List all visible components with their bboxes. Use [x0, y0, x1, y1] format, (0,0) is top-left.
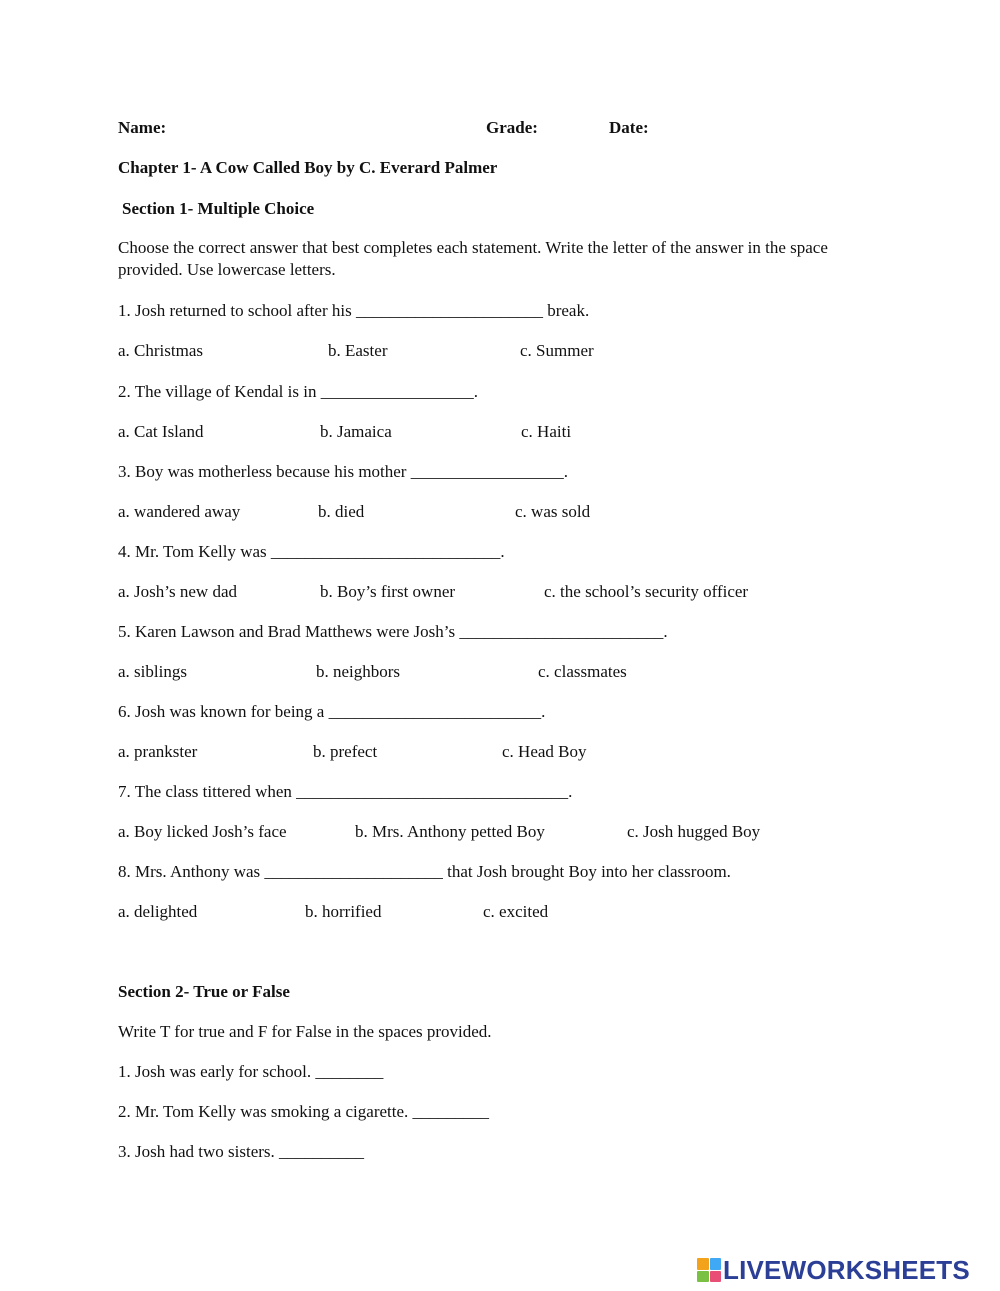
question-text: 7. The class tittered when ________________________________. [118, 782, 573, 801]
option-a: a. Christmas [118, 341, 203, 360]
liveworksheets-logo [697, 1255, 970, 1285]
option-c: c. was sold [515, 502, 591, 521]
section2-title: Section 2- True or False [118, 982, 290, 1001]
option-c: c. Summer [520, 341, 594, 360]
question-text: 2. The village of Kendal is in __________________. [118, 382, 478, 401]
option-b: b. prefect [313, 742, 378, 761]
option-b: b. died [318, 502, 365, 521]
grade-label: Grade: [486, 118, 538, 137]
option-c: c. Head Boy [502, 742, 587, 761]
section1-instructions: Choose the correct answer that best completes each statement. Write the letter of the answer in the space provided. Use lowercase letters. [118, 238, 828, 279]
option-b: b. neighbors [316, 662, 401, 681]
liveworksheets-logo-icon [697, 1258, 721, 1282]
option-b: b. Jamaica [320, 422, 392, 441]
option-a: a. Josh’s new dad [118, 582, 237, 601]
option-b: b. horrified [305, 902, 382, 921]
question-text: 8. Mrs. Anthony was _____________________ that Josh brought Boy into her classroom. [118, 862, 731, 881]
option-a: a. prankster [118, 742, 198, 761]
option-b: b. Boy’s first owner [320, 582, 456, 601]
section2-instructions: Write T for true and F for False in the spaces provided. [118, 1022, 492, 1041]
section1-title: Section 1- Multiple Choice [122, 199, 315, 218]
option-b: b. Easter [328, 341, 388, 360]
tf-question-1: 1. Josh was early for school. ________ [118, 1062, 384, 1081]
name-label: Name: [118, 118, 167, 137]
option-a: a. delighted [118, 902, 198, 921]
chapter-title: Chapter 1- A Cow Called Boy by C. Everard Palmer [118, 158, 498, 177]
question-text: 6. Josh was known for being a _________________________. [118, 702, 546, 721]
date-label: Date: [609, 118, 649, 137]
option-a: a. Cat Island [118, 422, 204, 441]
option-a: a. siblings [118, 662, 187, 681]
question-text: 4. Mr. Tom Kelly was ___________________________. [118, 542, 505, 561]
option-c: c. excited [483, 902, 549, 921]
tf-question-2: 2. Mr. Tom Kelly was smoking a cigarette. _________ [118, 1102, 490, 1121]
option-c: c. the school’s security officer [544, 582, 749, 601]
question-text: 5. Karen Lawson and Brad Matthews were Josh’s ________________________. [118, 622, 668, 641]
question-text: 1. Josh returned to school after his ______________________ break. [118, 301, 590, 320]
option-c: c. classmates [538, 662, 627, 681]
option-a: a. Boy licked Josh’s face [118, 822, 287, 841]
option-b: b. Mrs. Anthony petted Boy [355, 822, 545, 841]
option-c: c. Haiti [521, 422, 572, 441]
tf-question-3: 3. Josh had two sisters. __________ [118, 1142, 365, 1161]
logo-text: LIVEWORKSHEETS [723, 1254, 970, 1285]
question-text: 3. Boy was motherless because his mother __________________. [118, 462, 568, 481]
option-c: c. Josh hugged Boy [627, 822, 761, 841]
option-a: a. wandered away [118, 502, 241, 521]
